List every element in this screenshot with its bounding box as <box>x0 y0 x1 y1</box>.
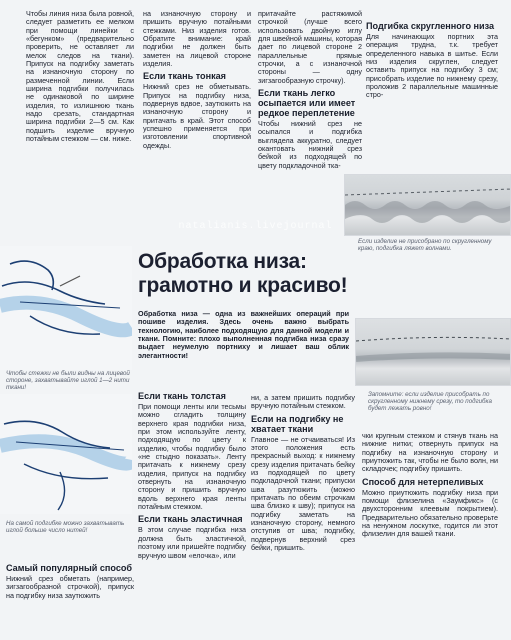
hem-photo-smooth <box>355 318 511 386</box>
col3-bottom-paragraph: ни, а затем пришить подгибку вручную потайным стежком. <box>251 394 355 411</box>
col3-top-paragraph-2: Чтобы нижний срез не осыпался и подгибка выглядела аккуратно, следует окантовать нижний срез бейкой из подходящей по цвету подкладочной тка- <box>258 119 362 170</box>
col4-bottom <box>362 432 498 638</box>
col1-bottom-paragraph: Нижний срез обметать (например, зигзагообразной строчкой), припуск на подгибку низа заутюжить <box>6 574 134 600</box>
heading-popular-method: Самый популярный способ <box>6 563 133 573</box>
caption-photo-smooth: Запомните: если изделие присобрать по скругленному нижнему срезу, то подгибка будет лежать ровно! <box>368 391 492 412</box>
col2-top-paragraph-2: Нижний срез не обметывать. Припуск на подгибку низа, подвернув вдвое, заутюжить на изнаночную сторону и притачать в край. Этот способ успешно применяется при изготовлении спортивной одежды. <box>143 82 251 150</box>
heading-rounded-hem: Подгибка скругленного низа <box>366 21 495 31</box>
page-title <box>138 250 347 298</box>
sketch-hand-stitch-2 <box>0 394 132 514</box>
caption-sketch-1: Чтобы стежки не были видны на лицевой стороне, захватывайте иглой 1—2 нити ткани! <box>6 370 130 391</box>
caption-sketch-2: На самой подгибке можно захватывать иглой больше число нитей! <box>6 520 125 534</box>
col2-bottom <box>138 388 246 638</box>
col2-bottom-paragraph: При помощи ленты или тесьмы можно сгладить толщину верхнего края подгибки низа, при этом используйте ленту, подходящую по цвету к изделию, чтобы подгибку было «не стыдно показать». Ленту притачать к нижнему срезу изделия, припуск на подгибку отвернуть на изнаночную сторону и пришить вручную вдоль верхнего края ленты потайным стежком. <box>138 402 246 512</box>
col4-top-paragraph: Для начинающих портних эта операция трудна, т.к. требует определенного навыка в шитье. Если низ изделия скруглен, следует оставить припуск на подгибку 3 см; присобрать изделие по нижнему срезу, проложив 2 параллельные машинные стро- <box>366 32 498 100</box>
col2-bottom-paragraph-2: В этом случае подгибка низа должна быть эластичной, поэтому или пришейте подгибку вручную швом «елочка», или <box>138 525 246 560</box>
col3-bottom-paragraph-2: Главное — не отчаиваться! Из этого положения есть прекрасный выход: к нижнему срезу изделия притачать бейку из подходящей по цвету подкладочной ткани; припуски шва разутюжить (можно притачать по обеим строчкам шва близко к шву); припуск на подгибку заметать на изнаночную сторону, немного отступив от шва; подгибку, подвернув верхний срез бейки, пришить. <box>251 434 355 553</box>
sketch-hand-stitch-1 <box>0 246 132 370</box>
smooth-hem-drawing <box>356 319 511 386</box>
caption-photo-wavy: Если изделие не присобрано по скругленному краю, подгибка ляжет волнами. <box>358 238 492 252</box>
intro-paragraph: Обработка низа — одна из важнейших операций при пошиве изделия. Здесь очень важно выбрать технологию, наиболее подходящую для данной модели и ткани. Помните: плохо выполненная подгибка низа сразу выдает неумелую портниху и лишает ваш облик элегантности! <box>138 310 349 360</box>
col2-top-paragraph: на изнаночную сторону и пришить вручную потайными стежками. Низ изделия готов. Обратите внимание: край подгибки не должен быть заметен на лицевой стороне изделия. <box>143 10 251 69</box>
hand-stitch-drawing-2 <box>0 394 132 514</box>
col1-top <box>26 10 134 215</box>
heading-elastic-fabric: Если ткань эластичная <box>138 514 243 525</box>
heading-thick-fabric: Если ткань толстая <box>138 391 226 401</box>
heading-thin-fabric: Если ткань тонкая <box>143 71 226 82</box>
col3-top-paragraph: притачайте растяжимой строчкой (лучше всего использовать двойную иглу для швейной машины, которая дает по лицевой стороне 2 параллельные прямые строчки, а с изнаночной стороны — одну зигзагообразную строчку). <box>258 10 362 85</box>
col4-top <box>366 18 498 138</box>
col1-bottom <box>6 560 134 638</box>
page-title-line-1: Обработка низа: <box>138 250 307 273</box>
watermark: natalianis.livejournal <box>178 221 333 232</box>
col4-bottom-paragraph-2: Можно приутюжить подгибку низа при помощи флизелина «Заумфикс» (с двухсторонним клеевым покрытием). Предварительно обязательно проверьте на ненужном лоскутке, годится ли этот флизелин для вашей ткани. <box>362 487 498 539</box>
col3-bottom <box>251 394 355 638</box>
heading-fraying-fabric: Если ткань легко осыпается или имеет редкое переплетение <box>258 88 356 119</box>
col1-top-paragraph: Чтобы линия низа была ровной, следует разметить ее мелком при помощи линейки с «бегунком» (предварительно проверить, не оставляет ли мелок следов на ткани). Припуск на подгибку заметать на изнаночную сторону по размеченной линии. Если ширина подгибки получилась не одинаковой по ширине изделия, то излишнюю ткань надо срезать, стандартная ширина подгибки 2—5 см. Как подшить изделие вручную потайным стежком — см. ниже. <box>26 10 134 144</box>
heading-impatient-method: Способ для нетерпеливых <box>362 476 484 487</box>
page-title-line-2: грамотно и красиво! <box>138 274 348 297</box>
heading-not-enough-fabric: Если на подгибку не хватает ткани <box>251 413 344 434</box>
col4-bottom-paragraph: чки крупным стежком и стянув ткань на нижние нитки; отвернуть припуск на подгибку на изнаночную сторону и приутюжить так, чтобы не было волн, ни складочек; подгибку пришить. <box>362 432 498 474</box>
hand-stitch-drawing-1 <box>0 246 132 370</box>
col2-top <box>143 10 251 210</box>
